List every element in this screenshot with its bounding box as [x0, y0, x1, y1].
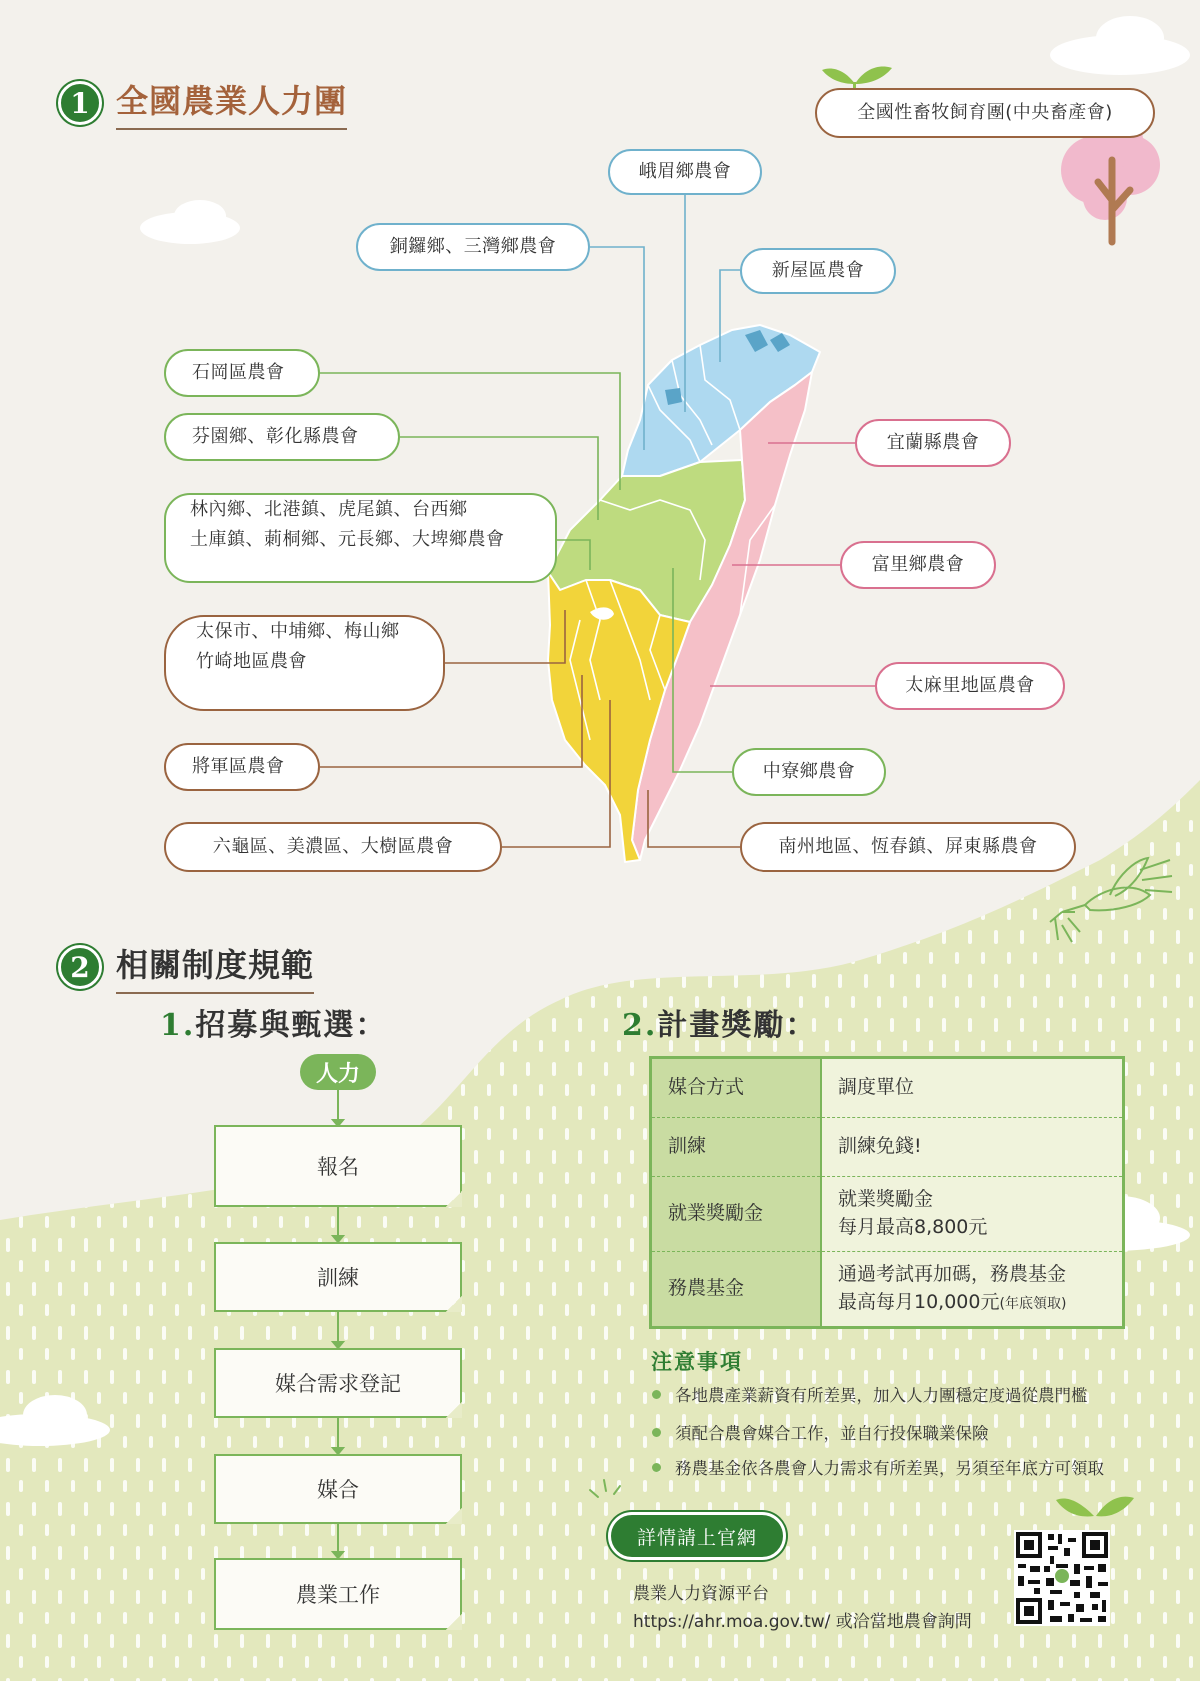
note-text: 須配合農會媒合工作，並自行投保職業保險	[675, 1424, 989, 1443]
label-national-livestock: 全國性畜牧飼育團(中央畜產會)	[815, 88, 1155, 138]
flow-step: 農業工作	[214, 1558, 462, 1630]
label-fuli: 富里鄉農會	[840, 541, 996, 589]
label-liugui: 六龜區、美濃區、大樹區農會	[164, 822, 502, 872]
bullet-icon	[652, 1390, 661, 1399]
label-line: 林內鄉、北港鎮、虎尾鎮、台西鄉	[190, 499, 468, 520]
section2-heading	[58, 940, 314, 994]
footer-url[interactable]: https://ahr.moa.gov.tw/ 或洽當地農會詢問	[633, 1612, 972, 1632]
note-text: 各地農產業薪資有所差異，加入人力團穩定度過從農門檻	[675, 1386, 1088, 1405]
label-zhongliao: 中寮鄉農會	[732, 748, 886, 796]
table-row	[651, 1058, 1124, 1118]
qr-code-icon[interactable]	[1014, 1530, 1110, 1626]
table-value	[821, 1252, 1124, 1328]
section-number: 1	[58, 81, 102, 125]
table-key: 就業獎勵金	[651, 1177, 822, 1252]
note-item	[652, 1455, 1104, 1479]
value-note: (年底領取)	[999, 1296, 1067, 1312]
table-key: 訓練	[651, 1118, 822, 1177]
flow-step: 報名	[214, 1125, 462, 1207]
flow-step: 訓練	[214, 1242, 462, 1312]
reward-table	[649, 1056, 1125, 1329]
footer-platform: 農業人力資源平台	[633, 1584, 769, 1604]
section-title: 全國農業人力團	[116, 76, 347, 130]
label-linnei	[164, 493, 557, 583]
value-line	[838, 1289, 1106, 1317]
label-taimali: 太麻里地區農會	[875, 662, 1065, 710]
table-value: 調度單位	[821, 1058, 1124, 1118]
recruit-title: 招募與甄選：	[195, 1008, 388, 1043]
label-line: 土庫鎮、莿桐鄉、元長鄉、大埤鄉農會	[190, 528, 505, 550]
website-button[interactable]: 詳情請上官網	[608, 1512, 786, 1560]
note-item	[652, 1420, 989, 1444]
table-row	[651, 1252, 1124, 1328]
notes-title: 注意事項	[651, 1350, 743, 1374]
value-line: 每月最高8,800元	[838, 1216, 988, 1238]
label-taibao	[164, 615, 445, 711]
table-key: 媒合方式	[651, 1058, 822, 1118]
label-jiangjun: 將軍區農會	[164, 743, 320, 791]
value-amount: 最高每月10,000元	[838, 1291, 1000, 1313]
note-item	[652, 1382, 1088, 1406]
label-fenyuan: 芬園鄉、彰化縣農會	[164, 413, 400, 461]
label-emei: 峨眉鄉農會	[608, 149, 762, 195]
section-title: 相關制度規範	[116, 940, 314, 994]
table-row	[651, 1177, 1124, 1252]
table-key: 務農基金	[651, 1252, 822, 1328]
flow-start-badge: 人力	[300, 1054, 376, 1090]
note-text: 務農基金依各農會人力需求有所差異，另須至年底方可領取	[675, 1459, 1104, 1478]
label-yilan: 宜蘭縣農會	[855, 419, 1011, 467]
label-line: 太保市、中埔鄉、梅山鄉	[196, 621, 400, 642]
bullet-icon	[652, 1463, 661, 1472]
reward-number: 2.	[622, 1008, 658, 1043]
flow-step: 媒合	[214, 1454, 462, 1524]
bullet-icon	[652, 1428, 661, 1437]
label-tongluo: 銅鑼鄉、三灣鄉農會	[356, 223, 590, 271]
section-number: 2	[58, 945, 102, 989]
label-line: 竹崎地區農會	[196, 650, 307, 672]
value-line: 就業獎勵金	[838, 1188, 934, 1211]
value-line: 通過考試再加碼，務農基金	[838, 1263, 1067, 1286]
recruit-heading	[160, 1000, 387, 1044]
table-value	[821, 1177, 1124, 1252]
reward-heading	[622, 1000, 817, 1044]
label-xinwu: 新屋區農會	[740, 248, 896, 294]
table-value: 訓練免錢!	[821, 1118, 1124, 1177]
recruit-number: 1.	[160, 1008, 196, 1043]
table-row	[651, 1118, 1124, 1177]
label-shigang: 石岡區農會	[164, 349, 320, 397]
label-nanzhou: 南州地區、恆春鎮、屏東縣農會	[740, 822, 1076, 872]
reward-title: 計畫獎勵：	[657, 1008, 818, 1043]
flow-step: 媒合需求登記	[214, 1348, 462, 1418]
